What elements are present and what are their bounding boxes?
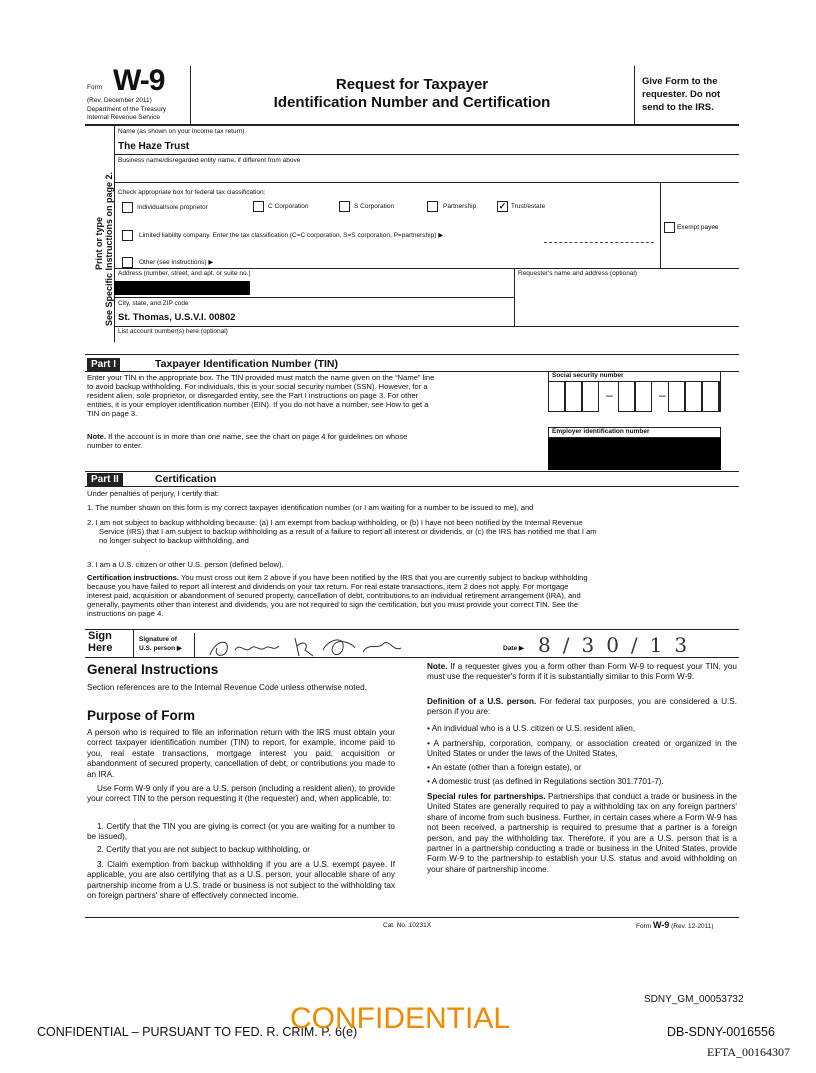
db-sdny-number: DB-SDNY-0016556: [667, 1025, 775, 1039]
exempt-payee-label: Exempt payee: [677, 224, 719, 231]
date-label: Date ▶: [503, 645, 524, 652]
address-label: Address (number, street, and apt. or suite no.): [118, 270, 251, 277]
specific-instructions-label: See Specific Instructions on page 2.: [104, 171, 114, 326]
bullet-estate: • An estate (other than a foreign estate), or: [427, 763, 582, 772]
purpose-p1: A person who is required to file an information return with the IRS must obtain your correct taxpayer identification number (TIN) to report, for example, income paid to you, real estate transactions, mortgage interest you paid, acquisition or abandonment of secured property, cancellation of debt, or contributions you made to an IRA.: [87, 728, 395, 779]
requester-note: Note. If a requester gives you a form other than Form W-9 to request your TIN, you must use the requester's form if it is substantially similar to this Form W-9.: [427, 662, 737, 682]
exempt-payee-checkbox[interactable]: [664, 222, 675, 233]
confidential-stamp: CONFIDENTIAL: [290, 1002, 511, 1035]
dept-treasury: Department of the Treasury: [87, 106, 167, 113]
city-label: City, state, and ZIP code: [118, 300, 189, 307]
c-corp-checkbox[interactable]: [253, 201, 264, 212]
special-rules-partnerships: Special rules for partnerships. Partnerships that conduct a trade or business in the United States are generally required to pay a withholding tax on any foreign partners' share of income from such business. Further, in certain cases where a Form W-9 has not been received, a partnership is required to presume that a partner is a foreign person, and pay the withholding tax. Therefore, if you are a U.S. person that is a partner in a partnership conducting a trade or business in the United States, provide Form W-9 to the partnership to establish your U.S. status and avoid withholding on your share of partnership income.: [427, 792, 737, 874]
cert-item-2: 2. I am not subject to backup withholding because: (a) I am exempt from backup withholding, or (b) I have not been notified by the Internal Revenue Service (IRS) that I am subject to backup withholding as a result of a failure to report all interest or dividends, or (c) the IRS has notified me that I am no longer subject to backup withholding, and: [87, 518, 597, 546]
part1-note: Note. If the account is in more than one name, see the chart on page 4 for guidelines on whose number to enter.: [87, 432, 408, 451]
s-corp-label: S Corporation: [354, 203, 395, 210]
date-value[interactable]: 8/30/13: [538, 633, 700, 657]
requester-label: Requester's name and address (optional): [518, 270, 638, 277]
purpose-title: Purpose of Form: [87, 708, 196, 723]
bullet-partnership: • A partnership, corporation, company, or association created or organized in the United States or under the laws of the United States,: [427, 739, 737, 759]
cert-instructions: Certification instructions. You must cross out item 2 above if you have been notified by the IRS that you are currently subject to backup withholding because you have failed to report all interest and dividends on your tax return. For real estate transactions, item 2 does not apply. For mortgage interest paid, acquisition or abandonment of secured property, cancellation of debt, contributions to an individual retirement arrangement (IRA), and generally, payments other than interest and dividends, you are not required to sign the certification, but you must provide your correct TIN. See the instructions on page 4.: [87, 573, 588, 619]
us-person-definition: Definition of a U.S. person. For federal tax purposes, you are considered a U.S. person if you are:: [427, 697, 737, 717]
part2-intro: Under penalties of perjury, I certify that:: [87, 489, 219, 498]
give-form-note: Give Form to the requester. Do not send to the IRS.: [642, 76, 721, 113]
name-value[interactable]: The Haze Trust: [118, 141, 190, 152]
sdny-bates: SDNY_GM_00053732: [644, 994, 744, 1005]
form-reference: Form W-9 (Rev. 12-2011): [636, 920, 714, 930]
individual-label: Individual/sole proprietor: [137, 204, 208, 211]
bullet-individual: • An individual who is a U.S. citizen or U.S. resident alien,: [427, 724, 636, 733]
other-label: Other (see instructions) ▶: [139, 259, 214, 266]
ein-redaction: [548, 438, 721, 470]
purpose-p2: Use Form W-9 only if you are a U.S. person (including a resident alien), to provide your correct TIN to the person requesting it (the requester) and, when applicable, to:: [87, 784, 395, 804]
name-label: Name (as shown on your income tax return): [118, 128, 245, 135]
address-redaction: [114, 281, 250, 295]
partnership-label: Partnership: [443, 203, 477, 210]
purpose-p3: 1. Certify that the TIN you are giving is correct (or you are waiting for a number to be issued),: [87, 822, 395, 842]
print-or-type-label: Print or type: [94, 216, 104, 270]
s-corp-checkbox[interactable]: [339, 201, 350, 212]
general-instructions-title: General Instructions: [87, 662, 219, 677]
signature-image[interactable]: [205, 630, 415, 660]
other-checkbox[interactable]: [122, 257, 133, 268]
c-corp-label: C Corporation: [268, 203, 309, 210]
city-value[interactable]: St. Thomas, U.S.V.I. 00802: [118, 312, 236, 323]
trust-checkbox[interactable]: ✓: [498, 201, 507, 211]
cert-item-3: 3. I am a U.S. citizen or other U.S. person (defined below).: [87, 560, 284, 569]
purpose-p4: 2. Certify that you are not subject to backup withholding, or: [97, 845, 310, 854]
part2-label: Part II: [87, 473, 123, 487]
purpose-p5: 3. Claim exemption from backup withholding if you are a U.S. exempt payee. If applicable, you are also certifying that as a U.S. person, your allocable share of any partnership income from a U.S. trade or business is not subject to the withholding tax on foreign partners' share of effectively connected income.: [87, 860, 395, 901]
account-label: List account number(s) here (optional): [118, 328, 228, 335]
part2-title: Certification: [155, 473, 217, 485]
form-title-line2: Identification Number and Certification: [273, 94, 551, 111]
rev-date: (Rev. December 2011): [87, 97, 152, 104]
irs-label: Internal Revenue Service: [87, 114, 160, 121]
partnership-checkbox[interactable]: [427, 201, 438, 212]
part1-instructions: Enter your TIN in the appropriate box. The TIN provided must match the name given on the “Name” line to avoid backup withholding. For individuals, this is your social security number (SSN). However, for a resident alien, sole proprietor, or disregarded entity, see the Part I instructions on page 3. For other entities, it is your employer identification number (EIN). If you do not have a number, see How to get a TIN on page 3.: [87, 373, 435, 419]
bullet-trust: • A domestic trust (as defined in Regulations section 301.7701-7).: [427, 777, 664, 786]
cert-item-1: 1. The number shown on this form is my correct taxpayer identification number (or I am waiting for a number to be issued to me), and: [87, 503, 534, 512]
form-word: Form: [87, 84, 103, 91]
trust-label: Trust/estate: [511, 203, 546, 210]
llc-tax-class-field[interactable]: [544, 242, 654, 243]
llc-checkbox[interactable]: [122, 230, 133, 241]
ssn-label: Social security number: [552, 372, 624, 379]
part1-title: Taxpayer Identification Number (TIN): [155, 358, 338, 370]
ein-label: Employer identification number: [552, 428, 650, 435]
efta-number: EFTA_00164307: [707, 1045, 791, 1059]
individual-checkbox[interactable]: [122, 202, 133, 213]
confidential-notice: CONFIDENTIAL – PURSUANT TO FED. R. CRIM. P. 6(e): [37, 1025, 358, 1039]
llc-label: Limited liability company. Enter the tax classification (C=C corporation, S=S corporation, P=partnership) ▶: [139, 232, 444, 239]
form-number: W-9: [113, 64, 165, 97]
general-instructions-text: Section references are to the Internal Revenue Code unless otherwise noted.: [87, 683, 367, 692]
form-title-line1: Request for Taxpayer: [335, 76, 489, 93]
classification-label: Check appropriate box for federal tax classification:: [118, 189, 266, 196]
cat-number: Cat. No. 10231X: [383, 922, 432, 929]
part1-label: Part I: [87, 358, 120, 372]
sign-here-label: Sign Here: [88, 630, 113, 654]
signature-label: Signature of U.S. person ▶: [139, 636, 182, 652]
business-name-label: Business name/disregarded entity name, if different from above: [118, 157, 301, 164]
